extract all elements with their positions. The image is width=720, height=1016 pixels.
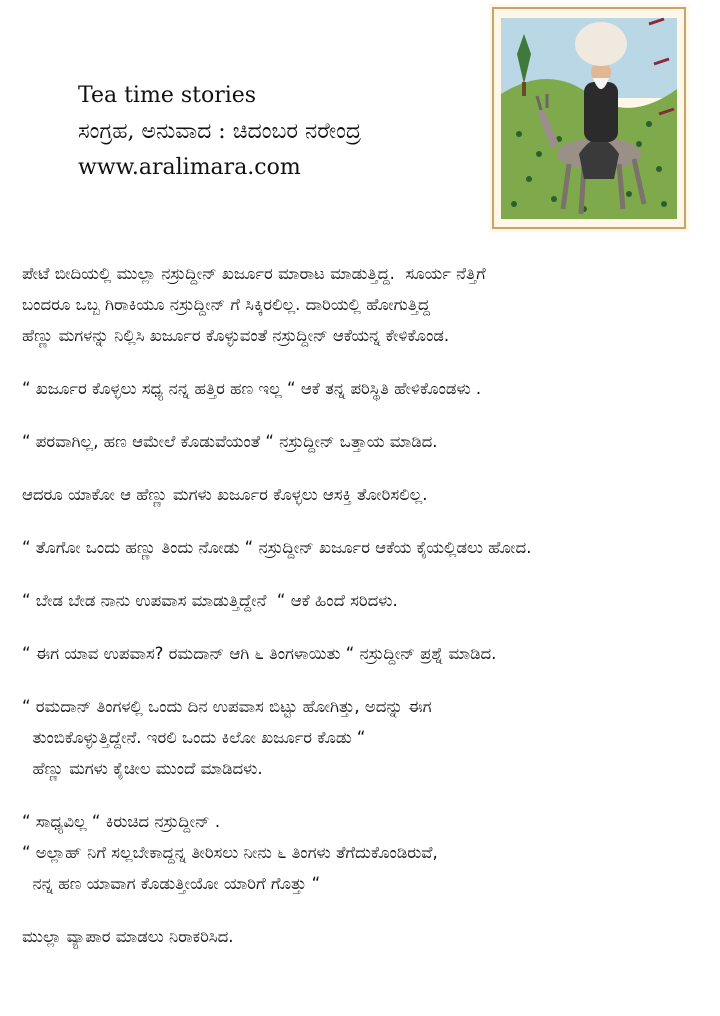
story-line: “ ಖರ್ಜೂರ ಕೊಳ್ಳಲು ಸಧ್ಯ ನನ್ನ ಹತ್ತಿರ ಹಣ ಇಲ್ಲ “ ಆಕೆ ತನ್ನ ಪರಿಸ್ಥಿತಿ ಹೇಳಿಕೊಂಡಳು . [22,379,482,398]
page-title: Tea time stories [78,83,257,108]
story-line: ಬಂದರೂ ಒಬ್ಬ ಗಿರಾಕಿಯೂ ನಸ್ರುದ್ದೀನ್ ಗೆ ಸಿಕ್ಕಿರಲಿಲ್ಲ. ದಾರಿಯಲ್ಲಿ ಹೋಗುತ್ತಿದ್ದ [22,295,431,314]
website-link[interactable]: www.aralimara.com [78,155,301,180]
story-line: “ ರಮದಾನ್ ತಿಂಗಳಲ್ಲಿ ಒಂದು ದಿನ ಉಪವಾಸ ಬಿಟ್ಟು ಹೋಗಿತ್ತು, ಅದನ್ನು ಈಗ [22,697,432,716]
story-line: ಹೆಣ್ಣು ಮಗಳು ಕೈಚೀಲ ಮುಂದೆ ಮಾಡಿದಳು. [22,759,263,778]
story-line: “ ತೊಗೋ ಒಂದು ಹಣ್ಣು ತಿಂದು ನೋಡು “ ನಸ್ರುದ್ದೀನ್ ಖರ್ಜೂರ ಆಕೆಯ ಕೈಯಲ್ಲಿಡಲು ಹೋದ. [22,538,532,557]
header [78,78,361,186]
story-line: “ ಸಾಧ್ಯವಿಲ್ಲ “ ಕಿರುಚಿದ ನಸ್ರುದ್ದೀನ್ . [22,812,221,831]
story-line: “ ಈಗ ಯಾವ ಉಪವಾಸ? ರಮದಾನ್ ಆಗಿ ೬ ತಿಂಗಳಾಯಿತು “ ನಸ್ರುದ್ದೀನ್ ಪ್ರಶ್ನೆ ಮಾಡಿದ. [22,644,497,663]
story-line: ಪೇಟೆ ಬೀದಿಯಲ್ಲಿ ಮುಲ್ಲಾ ನಸ್ರುದ್ದೀನ್ ಖರ್ಜೂರ ಮಾರಾಟ ಮಾಡುತ್ತಿದ್ದ. ಸೂರ್ಯ ನೆತ್ತಿಗೆ [22,264,486,283]
story-line: “ ಅಲ್ಲಾಹ್ ನಿಗೆ ಸಲ್ಲಬೇಕಾದ್ದನ್ನ ತೀರಿಸಲು ನೀನು ೬ ತಿಂಗಳು ತೆಗೆದುಕೊಂಡಿರುವೆ, [22,843,438,862]
story-line: “ ಪರವಾಗಿಲ್ಲ, ಹಣ ಆಮೇಲೆ ಕೊಡುವೆಯಂತೆ “ ನಸ್ರುದ್ದೀನ್ ಒತ್ತಾಯ ಮಾಡಿದ. [22,432,438,451]
credit-line: ಸಂಗ್ರಹ, ಅನುವಾದ : ಚಿದಂಬರ ನರೇಂದ್ರ [78,119,361,144]
story-line: ಆದರೂ ಯಾಕೋ ಆ ಹೆಣ್ಣು ಮಗಳು ಖರ್ಜೂರ ಕೊಳ್ಳಲು ಆಸಕ್ತಿ ತೋರಿಸಲಿಲ್ಲ. [22,485,428,504]
story-line: ನನ್ನ ಹಣ ಯಾವಾಗ ಕೊಡುತ್ತೀಯೋ ಯಾರಿಗೆ ಗೊತ್ತು “ [22,874,321,893]
story-line: ಮುಲ್ಲಾ ವ್ಯಾಪಾರ ಮಾಡಲು ನಿರಾಕರಿಸಿದ. [22,927,234,946]
story-line: ಹೆಣ್ಣು ಮಗಳನ್ನು ನಿಲ್ಲಿಸಿ ಖರ್ಜೂರ ಕೊಳ್ಳುವಂತೆ ನಸ್ರುದ್ದೀನ್ ಆಕೆಯನ್ನ ಕೇಳಿಕೊಂಡ. [22,326,450,345]
story-line: “ ಬೇಡ ಬೇಡ ನಾನು ಉಪವಾಸ ಮಾಡುತ್ತಿದ್ದೇನೆ “ ಆಕೆ ಹಿಂದೆ ಸರಿದಳು. [22,591,398,610]
story-body [22,258,712,952]
story-line: ತುಂಬಿಕೊಳ್ಳುತ್ತಿದ್ದೇನೆ. ಇರಲಿ ಒಂದು ಕಿಲೋ ಖರ್ಜೂರ ಕೊಡು “ [22,728,366,747]
mulla-on-donkey-illustration [489,4,689,232]
